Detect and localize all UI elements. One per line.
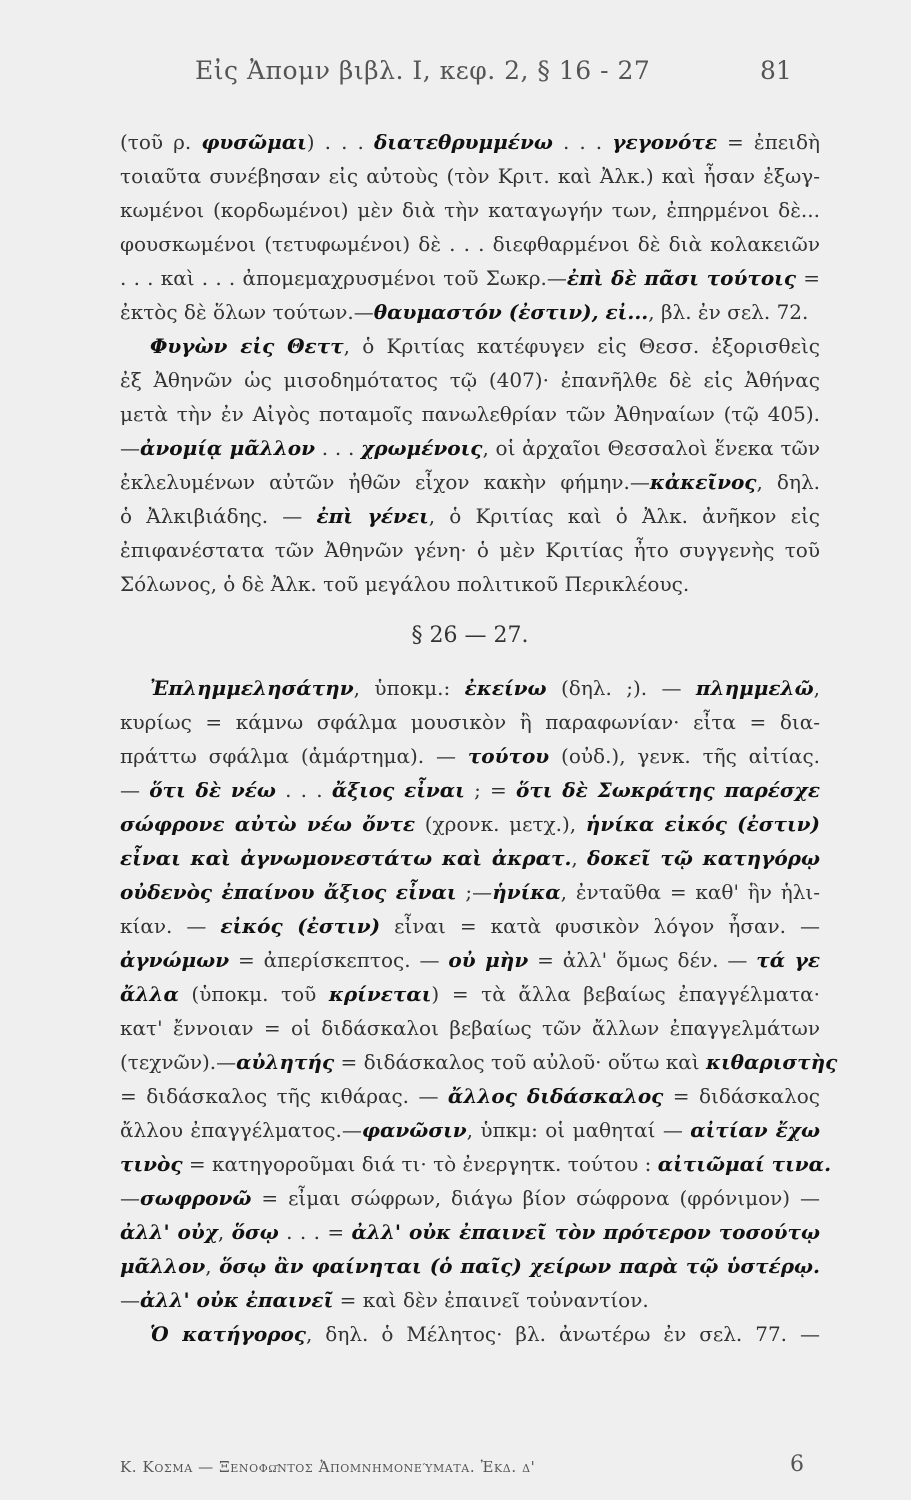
lemma: σωφρονῶ [140,1186,252,1210]
text-line: σώφρονε αὐτὼ νέω ὄντε (χρονκ. μετχ.), ἡνίκα εἰκός (ἐστιν) [120,812,820,836]
lemma: ἐκείνω [464,676,547,700]
lemma: σώφρονε αὐτὼ νέω ὄντε [120,812,416,836]
lemma: κἀκεῖνος [649,470,757,494]
text-line: ἐξ Ἀθηνῶν ὡς μισοδημότατος τῷ (407)· ἐπανῆλθε δὲ εἰς Ἀθήνας [120,368,820,392]
lemma: κρίνεται [328,982,432,1006]
lemma: θαυμαστόν (ἐστιν), εἰ... [373,300,649,324]
lemma: γεγονότε [612,130,717,154]
lemma: εἶναι καὶ ἀγνωμονεστάτω καὶ ἀκρατ. [120,846,572,870]
lemma: Ὁ κατήγορος [150,1322,306,1346]
lemma: εἰκός (ἐστιν) [220,914,381,938]
text-line: —σωφρονῶ = εἶμαι σώφρων, διάγω βίον σώφρονα (φρόνιμον) — [120,1186,820,1210]
lemma: φανῶσιν [361,1118,467,1142]
lemma: τά γε [756,948,820,972]
text-line: ἐκλελυμένων αὐτῶν ἠθῶν εἶχον κακὴν φήμην.—κἀκεῖνος, δηλ. [120,470,820,494]
lemma: χρωμένοις [361,436,483,460]
text-line: Ὁ κατήγορος, δηλ. ὁ Μέλητος· βλ. ἀνωτέρω ἐν σελ. 77. — [150,1322,820,1346]
lemma: αὐλητής [236,1050,335,1074]
lemma: ἐπὶ γένει [316,504,429,528]
text-line: κωμένοι (κορδωμένοι) μὲν διὰ τὴν καταγωγήν των, ἐπηρμένοι δὲ... [120,198,820,222]
text-line: ἀλλ' οὐχ, ὅσῳ . . . = ἀλλ' οὐκ ἐπαινεῖ τὸν πρότερον τοσούτῳ [120,1220,820,1244]
footer-imprint: Κ. Κοσμα — Ξενοφῶντος Ἀπομνημονεύματα. Ἐκδ. δ' [120,1458,536,1476]
lemma: ἡνίκα [492,880,561,904]
text-line: ἀγνώμων = ἀπερίσκεπτος. — οὐ μὴν = ἀλλ' ὅμως δέν. — τά γε [120,948,820,972]
lemma: φυσῶμαι [201,130,307,154]
text-line: = διδάσκαλος τῆς κιθάρας. — ἄλλος διδάσκαλος = διδάσκαλος [120,1084,820,1108]
lemma: πλημμελῶ [695,676,814,700]
lemma: ἄλλα [120,982,179,1006]
text-line: κίαν. — εἰκός (ἐστιν) εἶναι = κατὰ φυσικὸν λόγον ἦσαν. — [120,914,820,938]
lemma: τινὸς [120,1152,183,1176]
signature-mark: 6 [790,1452,804,1477]
text-line: — ὅτι δὲ νέω . . . ἄξιος εἶναι ; = ὅτι δὲ Σωκράτης παρέσχε [120,778,820,802]
lemma: ὅσῳ [231,1220,279,1244]
lemma: δοκεῖ τῷ κατηγόρῳ [587,846,821,870]
page-body [120,125,838,1351]
text-line: —ἀλλ' οὐκ ἐπαινεῖ = καὶ δὲν ἐπαινεῖ τοὐναντίον. [120,1288,649,1312]
lemma: μᾶλλον [120,1254,206,1278]
text-line: κατ' ἔννοιαν = οἱ διδάσκαλοι βεβαίως τῶν ἄλλων ἐπαγγελμάτων [120,1016,820,1040]
lemma: ὅσῳ ἂν φαίνηται (ὁ παῖς) χείρων παρὰ τῷ ὑστέρῳ. [219,1254,820,1278]
text-line: πράττω σφάλμα (ἁμάρτημα). — τούτου (οὐδ.), γενκ. τῆς αἰτίας. [120,744,820,768]
text-line: ἐκτὸς δὲ ὅλων τούτων.—θαυμαστόν (ἐστιν), εἰ..., βλ. ἐν σελ. 72. [120,300,809,324]
page-number: 81 [760,56,792,85]
text-line: (τοῦ ρ. φυσῶμαι) . . . διατεθρυμμένω . . . γεγονότε = ἐπειδὴ [120,130,820,154]
lemma: τούτου [467,744,550,768]
lemma: ἀλλ' οὐχ [120,1220,218,1244]
text-line: —ἀνομίᾳ μᾶλλον . . . χρωμένοις, οἱ ἀρχαῖοι Θεσσαλοὶ ἕνεκα τῶν [120,436,820,460]
section-heading: § 26 — 27. [411,623,529,648]
text-line: ἄλλου ἐπαγγέλματος.—φανῶσιν, ὑπκμ: οἱ μαθηταί — αἰτίαν ἔχω [120,1118,820,1142]
text-line: εἶναι καὶ ἀγνωμονεστάτω καὶ ἀκρατ., δοκεῖ τῷ κατηγόρῳ [120,846,821,870]
text-line: ἄλλα (ὑποκμ. τοῦ κρίνεται) = τὰ ἄλλα βεβαίως ἐπαγγέλματα· [120,982,820,1006]
page-header [0,50,911,90]
text-line: τοιαῦτα συνέβησαν εἰς αὐτοὺς (τὸν Κριτ. καὶ Ἀλκ.) καὶ ἦσαν ἐξωγ- [120,164,820,188]
lemma: ἀλλ' οὐκ ἐπαινεῖ τὸν πρότερον τοσούτῳ [351,1220,820,1244]
lemma: ἀνομίᾳ μᾶλλον [140,436,315,460]
lemma: ἐπὶ δὲ πᾶσι τούτοις [566,266,797,290]
lemma: ὅτι δὲ νέω [149,778,276,802]
text-line: μᾶλλον, ὅσῳ ἂν φαίνηται (ὁ παῖς) χείρων παρὰ τῷ ὑστέρῳ. [120,1254,820,1278]
text-line: Ἐπλημμελησάτην, ὑποκμ.: ἐκείνω (δηλ. ;). — πλημμελῶ, [150,676,820,700]
text-line: τινὸς = κατηγοροῦμαι διά τι· τὸ ἐνεργητκ. τούτου : αἰτιῶμαί τινα. [120,1152,832,1176]
text-line: Φυγὼν εἰς Θεττ, ὁ Κριτίας κατέφυγεν εἰς Θεσσ. ἐξορισθεὶς [150,334,820,358]
text-line: ἐπιφανέστατα τῶν Ἀθηνῶν γένη· ὁ μὲν Κριτίας ἦτο συγγενὴς τοῦ [120,538,820,562]
lemma: αἰτιῶμαί τινα. [657,1152,832,1176]
lemma: διατεθρυμμένω [373,130,553,154]
lemma: οὐ μὴν [448,948,529,972]
lemma: ἡνίκα εἰκός (ἐστιν) [585,812,820,836]
lemma: κιθαριστὴς [706,1050,838,1074]
lemma: ἀλλ' οὐκ ἐπαινεῖ [140,1288,334,1312]
text-line: . . . καὶ . . . ἀπομεμαχρυσμένοι τοῦ Σωκρ.—ἐπὶ δὲ πᾶσι τούτοις = [120,266,820,290]
text-line: ὁ Ἀλκιβιάδης. — ἐπὶ γένει, ὁ Κριτίας καὶ ὁ Ἀλκ. ἀνῆκον εἰς [120,504,820,528]
text-line: μετὰ τὴν ἐν Αἰγὸς ποταμοῖς πανωλεθρίαν τῶν Ἀθηναίων (τῷ 405). [120,402,820,426]
text-line: Σόλωνος, ὁ δὲ Ἀλκ. τοῦ μεγάλου πολιτικοῦ Περικλέους. [120,572,690,596]
lemma: Φυγὼν εἰς Θεττ [150,334,344,358]
text-line: (τεχνῶν).—αὐλητής = διδάσκαλος τοῦ αὐλοῦ· οὕτω καὶ κιθαριστὴς [120,1050,838,1074]
lemma: ἀγνώμων [120,948,230,972]
lemma: αἰτίαν ἔχω [690,1118,820,1142]
text-line: κυρίως = κάμνω σφάλμα μουσικὸν ἢ παραφωνίαν· εἶτα = δια- [120,710,820,734]
lemma: ὅτι δὲ Σωκράτης παρέσχε [515,778,820,802]
running-head: Εἰς Ἀπομν βιβλ. Ι, κεφ. 2, § 16 - 27 [195,56,651,85]
text-line: οὐδενὸς ἐπαίνου ἄξιος εἶναι ;—ἡνίκα, ἐνταῦθα = καθ' ἣν ἡλι- [120,880,820,904]
lemma: οὐδενὸς ἐπαίνου ἄξιος εἶναι [120,880,457,904]
page-footer [0,1452,911,1488]
lemma: ἄξιος εἶναι [331,778,465,802]
lemma: Ἐπλημμελησάτην [150,676,354,700]
text-line: φουσκωμένοι (τετυφωμένοι) δὲ . . . διεφθαρμένοι δὲ διὰ κολακειῶν [120,232,820,256]
lemma: ἄλλος διδάσκαλος [447,1084,664,1108]
